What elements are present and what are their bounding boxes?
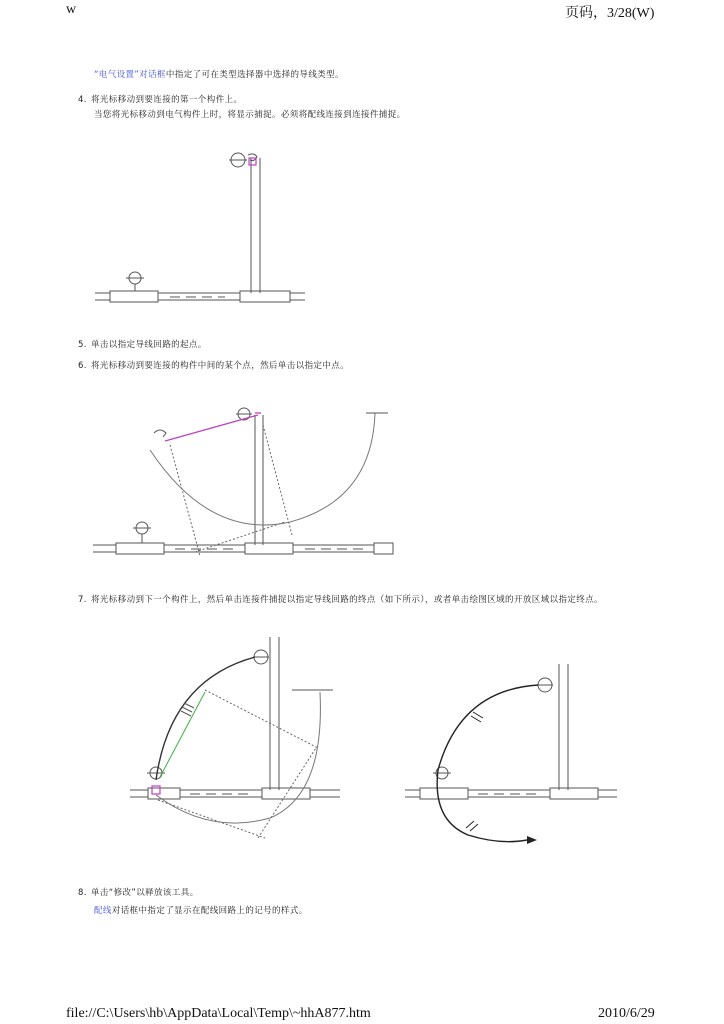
step-4 xyxy=(78,93,242,105)
step-text: 单击“修改”以释放该工具。 xyxy=(91,888,199,898)
wiring-note xyxy=(94,904,308,916)
footer-file-path: file://C:\Users\hb\AppData\Local\Temp\~hhA877.htm xyxy=(66,1006,371,1021)
step-8 xyxy=(78,886,199,898)
step-number: 4. xyxy=(78,95,87,105)
step-text: 将光标移动到下一个构件上，然后单击连接件捕捉以指定导线回路的终点（如下所示），或者单击绘图区域的开放区域以指定终点。 xyxy=(91,595,603,605)
footer-date: 2010/6/29 xyxy=(598,1006,655,1021)
header-left: w xyxy=(66,2,77,17)
step-text: 将光标移动到要连接的构件中间的某个点，然后单击以指定中点。 xyxy=(91,361,350,371)
step-text: 单击以指定导线回路的起点。 xyxy=(91,340,207,350)
step-text: 将光标移动到要连接的第一个构件上。 xyxy=(91,95,243,105)
step-7 xyxy=(78,593,603,605)
step-number: 5. xyxy=(78,340,87,350)
intro-text: 中指定了可在类型选择器中选择的导线类型。 xyxy=(165,70,344,80)
step-number: 8. xyxy=(78,888,87,898)
step-number: 7. xyxy=(78,595,87,605)
electrical-settings-link[interactable]: “电气设置”对话框 xyxy=(94,70,166,80)
wiring-link[interactable]: 配线 xyxy=(94,906,112,916)
header-page-number: 页码，3/28(W) xyxy=(565,6,655,21)
step-number: 6. xyxy=(78,361,87,371)
step-6 xyxy=(78,359,349,371)
wiring-note-text: 对话框中指定了显示在配线回路上的记号的样式。 xyxy=(111,906,308,916)
intro-line xyxy=(94,68,344,80)
step-5 xyxy=(78,338,207,350)
step-4-detail: 当您将光标移动到电气构件上时，将显示捕捉。必须将配线连接到连接件捕捉。 xyxy=(94,110,406,120)
